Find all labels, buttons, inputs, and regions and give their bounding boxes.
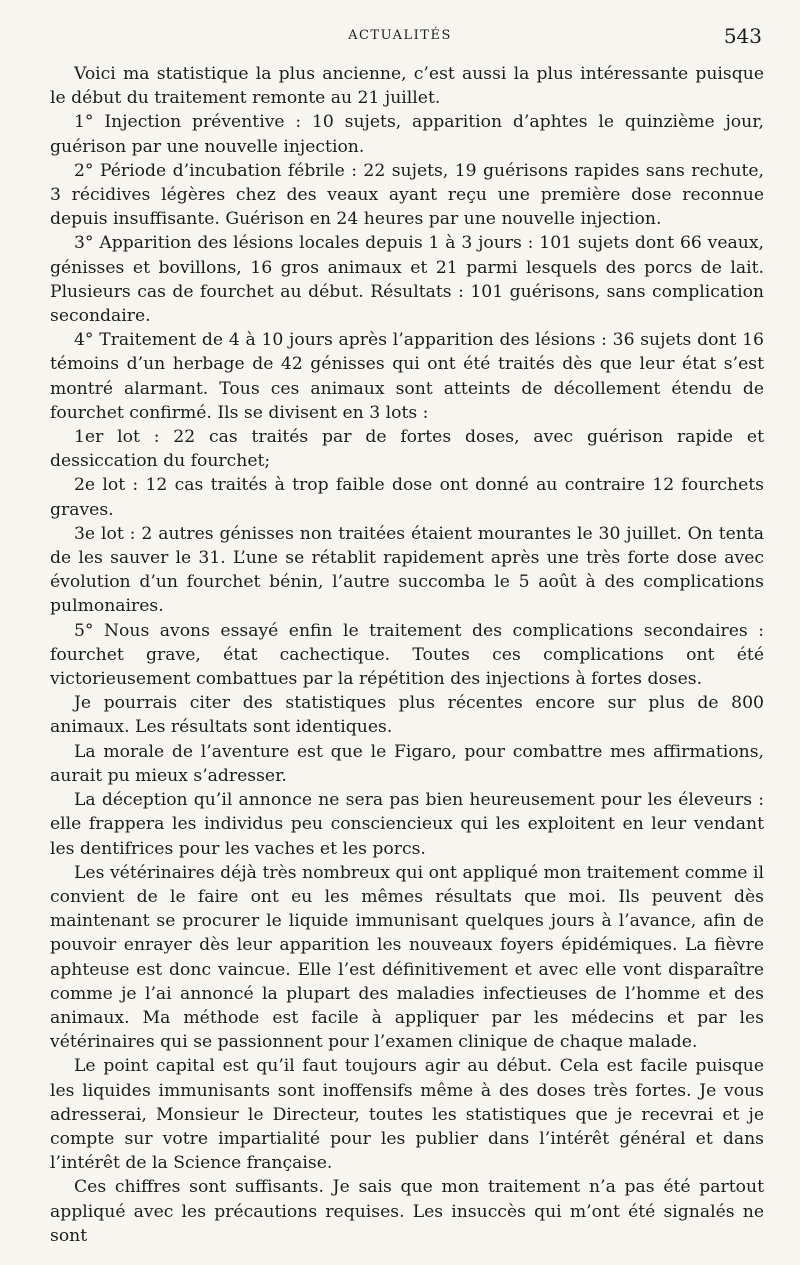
paragraph: 4° Traitement de 4 à 10 jours après l’apparition des lésions : 36 sujets dont 16 témoins d’un herbage de 42 génisses qui ont été traités dès que leur état s’est montré alarmant. Tous ces animaux sont atteints de décollement étendu de fourchet confirmé. Ils se divisent en 3 lots : bbox=[50, 330, 764, 423]
paragraph: 2e lot : 12 cas traités à trop faible dose ont donné au contraire 12 fourchets graves. bbox=[50, 475, 764, 520]
paragraph: Je pourrais citer des statistiques plus récentes encore sur plus de 800 animaux. Les résultats sont identiques. bbox=[50, 693, 764, 738]
paragraph: Le point capital est qu’il faut toujours agir au début. Cela est facile puisque les liquides immunisants sont inoffensifs même à des doses très fortes. Je vous adresserai, Monsieur le Directeur, toutes les statistiques que je recevrai et je compte sur votre impartialité pour les publier dans l’intérêt général et dans l’intérêt de la Science française. bbox=[50, 1056, 764, 1174]
paragraph: Ces chiffres sont suffisants. Je sais que mon traitement n’a pas été partout appliqué avec les précautions requises. Les insuccès qui m’ont été signalés ne sont bbox=[50, 1177, 764, 1246]
page-number: 543 bbox=[723, 24, 762, 48]
paragraph: 5° Nous avons essayé enfin le traitement des complications secondaires : fourchet grave, état cachectique. Toutes ces complications ont été victorieusement combattues par la répétition des injections à fortes doses. bbox=[50, 620, 764, 690]
paragraph: La morale de l’aventure est que le Figaro, pour combattre mes affirmations, aurait pu mieux s’adresser. bbox=[50, 741, 764, 786]
body-text bbox=[50, 62, 764, 1248]
paragraph: La déception qu’il annonce ne sera pas bien heureusement pour les éleveurs : elle frappera les individus peu consciencieux qui les exploitent en leur vendant les dentifrices pour les vaches et les porcs. bbox=[50, 790, 764, 859]
paragraph: 3e lot : 2 autres génisses non traitées étaient mourantes le 30 juillet. On tenta de les sauver le 31. L’une se rétablit rapidement après une très forte dose avec évolution d’un fourchet bénin, l’autre succomba le 5 août à des complications pulmonaires. bbox=[50, 523, 764, 617]
paragraph: 2° Période d’incubation fébrile : 22 sujets, 19 guérisons rapides sans rechute, 3 récidives légères chez des veaux ayant reçu une première dose reconnue depuis insuffisante. Guérison en 24 heures par une nouvelle injection. bbox=[50, 160, 764, 230]
paragraph: 3° Apparition des lésions locales depuis 1 à 3 jours : 101 sujets dont 66 veaux, génisses et bovillons, 16 gros animaux et 21 parmi lesquels des porcs de lait. Plusieurs cas de fourchet au début. Résultats : 101 guérisons, sans complication secondaire. bbox=[50, 233, 764, 327]
paragraph: 1° Injection préventive : 10 sujets, apparition d’aphtes le quinzième jour, guérison par une nouvelle injection. bbox=[50, 112, 764, 157]
paragraph: Les vétérinaires déjà très nombreux qui ont appliqué mon traitement comme il convient de le faire ont eu les mêmes résultats que moi. Ils peuvent dès maintenant se procurer le liquide immunisant quelques jours à l’avance, afin de pouvoir enrayer dès leur apparition les nouveaux foyers épidémiques. La fièvre aphteuse est donc vaincue. Elle l’est définitivement et avec elle vont disparaître comme je l’ai annoncé la plupart des maladies infectieuses de l’homme et des animaux. Ma méthode est facile à appliquer par les médecins et par les vétérinaires qui se passionnent pour l’examen clinique de chaque malade. bbox=[50, 862, 764, 1053]
paragraph: Voici ma statistique la plus ancienne, c’est aussi la plus intéressante puisque le début du traitement remonte au 21 juillet. bbox=[50, 64, 764, 109]
running-head: ACTUALITÉS bbox=[348, 28, 452, 43]
paragraph: 1er lot : 22 cas traités par de fortes doses, avec guérison rapide et dessiccation du fourchet; bbox=[50, 427, 764, 472]
